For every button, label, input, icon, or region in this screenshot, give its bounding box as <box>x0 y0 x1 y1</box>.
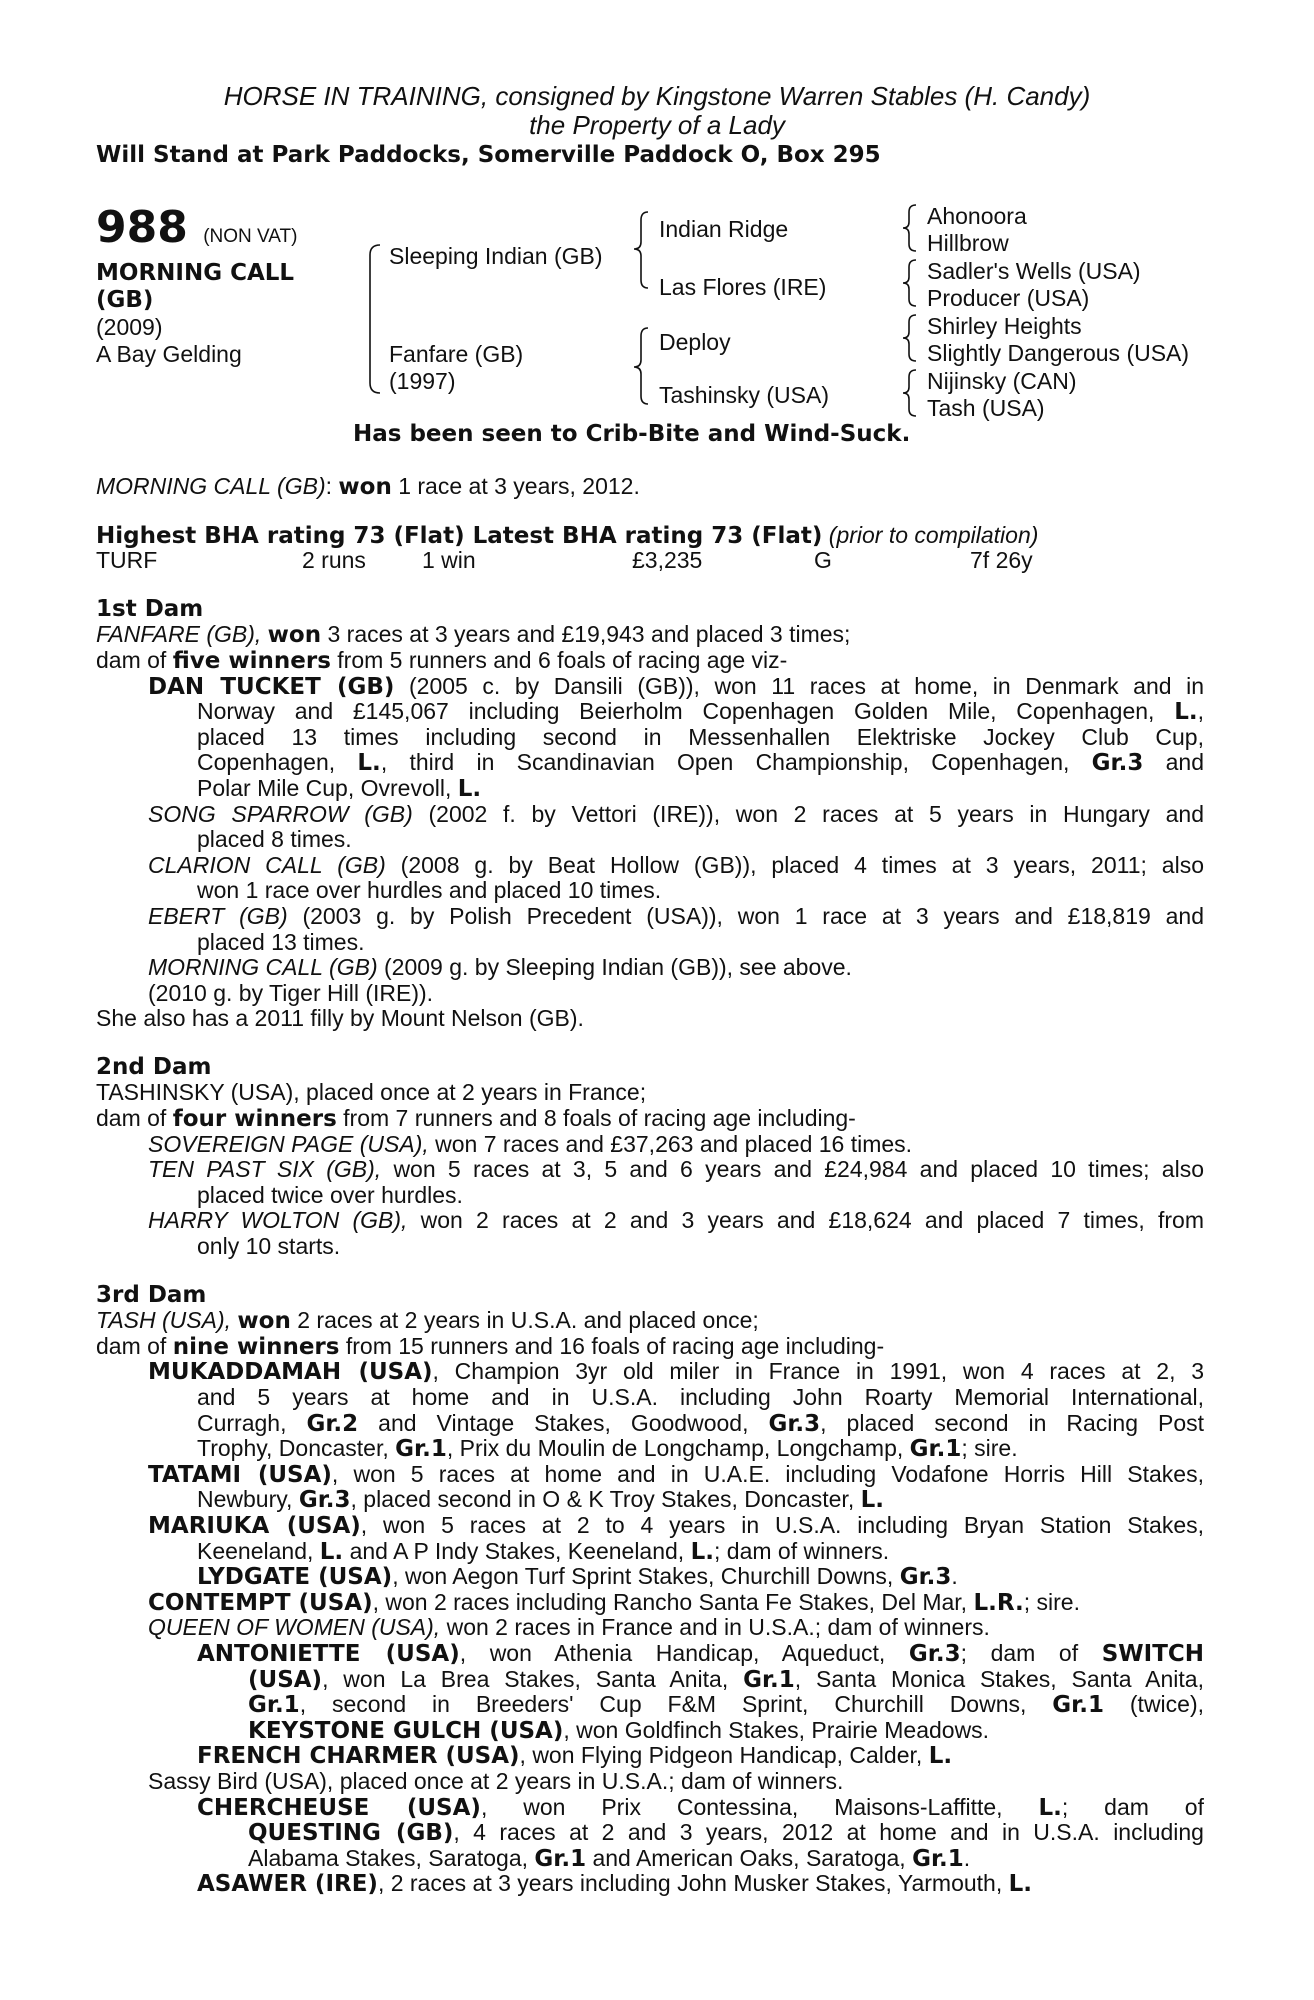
catalogue-body <box>96 474 1204 1897</box>
produce-asawer: ASAWER (IRE), 2 races at 3 years including John Musker Stakes, Yarmouth, L. <box>197 1870 1033 1898</box>
produce-sassy-bird: Sassy Bird (USA), placed once at 2 years in U.S.A.; dam of winners. <box>148 1767 844 1794</box>
first-dam-line: FANFARE (GB), won 3 races at 3 years and £19,943 and placed 3 times; <box>96 621 851 649</box>
produce-ten-past-six: TEN PAST SIX (GB), won 5 races at 3, 5 and 6 years and £24,984 and placed 10 times; also placed twice over hurdles. <box>148 1157 1204 1208</box>
pedigree-dam-year: (1997) <box>389 368 456 394</box>
race-record-row: TURF 2 runs 1 win £3,235 G 7f 26y <box>96 547 1033 574</box>
produce-sovereign-page: SOVEREIGN PAGE (USA), won 7 races and £37,263 and placed 16 times. <box>148 1130 913 1157</box>
horse-name: MORNING CALL (GB) <box>96 260 295 313</box>
produce-queen-of-women: QUEEN OF WOMEN (USA), won 2 races in France and in U.S.A.; dam of winners. <box>148 1614 990 1641</box>
produce-mariuka: MARIUKA (USA), won 5 races at 2 to 4 years in U.S.A. including Bryan Station Stakes, Keeneland, L. and A P Indy Stakes, Keeneland, L.; dam of winners. <box>148 1512 1204 1565</box>
rating-line: Highest BHA rating 73 (Flat) Latest BHA rating 73 (Flat) (prior to compilation) <box>96 521 1039 549</box>
first-dam-heading: 1st Dam <box>96 595 204 622</box>
produce-harry-wolton: HARRY WOLTON (GB), won 2 races at 2 and 3 years and £18,624 and placed 7 times, from only 10 starts. <box>148 1208 1204 1260</box>
sale-heading: HORSE IN TRAINING, consigned by Kingstone Warren Stables (H. Candy) <box>223 81 1091 111</box>
pedigree-ggp-1: Ahonoora <box>927 203 1027 229</box>
produce-song-sparrow: SONG SPARROW (GB) (2002 f. by Vettori (IRE)), won 2 races at 5 years in Hungary and placed 8 times. <box>148 801 1204 853</box>
third-dam-produce: dam of nine winners from 15 runners and 16 foals of racing age including- <box>96 1332 885 1360</box>
produce-contempt: CONTEMPT (USA), won 2 races including Rancho Santa Fe Stakes, Del Mar, L.R.; sire. <box>148 1588 1080 1616</box>
pedigree-ggp-3: Sadler's Wells (USA) <box>927 258 1141 284</box>
pedigree-ggp-2: Hillbrow <box>927 230 1009 256</box>
pedigree-ggp-5: Shirley Heights <box>927 313 1082 339</box>
pedigree-ggp-6: Slightly Dangerous (USA) <box>927 340 1190 366</box>
pedigree-ggp-7: Nijinsky (CAN) <box>927 368 1077 394</box>
produce-ebert: EBERT (GB) (2003 g. by Polish Precedent (USA)), won 1 race at 3 years and £18,819 and placed 13 times. <box>148 903 1204 955</box>
pedigree-dam-sire: Deploy <box>659 329 731 355</box>
pedigree-sire-sire: Indian Ridge <box>659 216 789 242</box>
third-dam-heading: 3rd Dam <box>96 1281 207 1308</box>
first-dam-produce: dam of five winners from 5 runners and 6 foals of racing age viz- <box>96 646 788 674</box>
produce-mukaddamah: MUKADDAMAH (USA), Champion 3yr old miler in France in 1991, won 4 races at 2, 3 and 5 years at home and in U.S.A. including John Roarty Memorial International, Curragh, Gr.2 and Vintage Stakes, Goodwood, Gr.3, placed second in Racing Post Trophy, Doncaster, Gr.1, Prix du Moulin de Longchamp, Longchamp, Gr.1; sire. <box>148 1359 1204 1463</box>
produce-chercheuse: CHERCHEUSE (USA), won Prix Contessina, Maisons-Laffitte, L.; dam of QUESTING (GB), 4 races at 2 and 3 years, 2012 at home and in U.S.A. including Alabama Stakes, Saratoga, Gr.1 and American Oaks, Saratoga, Gr.1. <box>197 1794 1204 1872</box>
race-summary: MORNING CALL (GB): won 1 race at 3 years, 2012. <box>96 473 640 500</box>
second-dam-line: TASHINSKY (USA), placed once at 2 years in France; <box>96 1079 647 1106</box>
produce-french-charmer: FRENCH CHARMER (USA), won Flying Pidgeon Handicap, Calder, L. <box>197 1742 953 1770</box>
lot-number: 988 (NON VAT) <box>96 202 298 253</box>
produce-tatami: TATAMI (USA), won 5 races at home and in U.A.E. including Vodafone Horris Hill Stakes, Newbury, Gr.3, placed second in O & K Troy Stakes, Doncaster, L. <box>148 1461 1204 1514</box>
venue-line: Will Stand at Park Paddocks, Somerville Paddock O, Box 295 <box>96 142 881 168</box>
produce-morning-call: MORNING CALL (GB) (2009 g. by Sleeping Indian (GB)), see above. <box>148 954 852 981</box>
pedigree-ggp-8: Tash (USA) <box>927 395 1045 421</box>
produce-antoniette: ANTONIETTE (USA), won Athenia Handicap, Aqueduct, Gr.3; dam of SWITCH (USA), won La Brea Stakes, Santa Anita, Gr.1, Santa Monica Stakes, Santa Anita, Gr.1, second in Breeders' Cup F&M Sprint, Churchill Downs, Gr.1 (twice), KEYSTONE GULCH (USA), won Goldfinch Stakes, Prairie Meadows. <box>197 1640 1204 1744</box>
produce-2010-gelding: (2010 g. by Tiger Hill (IRE)). <box>148 979 434 1006</box>
horse-description: A Bay Gelding <box>96 341 242 367</box>
third-dam-line: TASH (USA), won 2 races at 2 years in U.S.A. and placed once; <box>96 1307 759 1335</box>
pedigree-sire: Sleeping Indian (GB) <box>389 243 603 269</box>
produce-clarion-call: CLARION CALL (GB) (2008 g. by Beat Hollow (GB)), placed 4 times at 3 years, 2011; also won 1 race over hurdles and placed 10 times. <box>148 852 1204 904</box>
second-dam-produce: dam of four winners from 7 runners and 8 foals of racing age including- <box>96 1105 856 1133</box>
pedigree-dam: Fanfare (GB) <box>389 341 524 367</box>
produce-lydgate: LYDGATE (USA), won Aegon Turf Sprint Stakes, Churchill Downs, Gr.3. <box>197 1563 958 1591</box>
pedigree-ggp-4: Producer (USA) <box>927 285 1090 311</box>
foaling-year: (2009) <box>96 314 163 340</box>
pedigree-sire-dam: Las Flores (IRE) <box>659 274 827 300</box>
produce-2011-filly: She also has a 2011 filly by Mount Nelson (GB). <box>96 1005 584 1032</box>
pedigree-dam-dam: Tashinsky (USA) <box>659 382 829 408</box>
sale-subheading: the Property of a Lady <box>529 110 785 140</box>
vices-note: Has been seen to Crib-Bite and Wind-Suck. <box>353 421 911 447</box>
produce-dan-tucket: DAN TUCKET (GB) (2005 c. by Dansili (GB)), won 11 races at home, in Denmark and in Norway and £145,067 including Beierholm Copenhagen Golden Mile, Copenhagen, L., placed 13 times including second in Messenhallen Elektriske Jockey Club Cup, Copenhagen, L., third in Scandinavian Open Championship, Copenhagen, Gr.3 and Polar Mile Cup, Ovrevoll, L. <box>148 673 1204 802</box>
second-dam-heading: 2nd Dam <box>96 1053 212 1080</box>
pedigree-brackets <box>0 0 1314 440</box>
vat-status: (NON VAT) <box>203 226 298 247</box>
